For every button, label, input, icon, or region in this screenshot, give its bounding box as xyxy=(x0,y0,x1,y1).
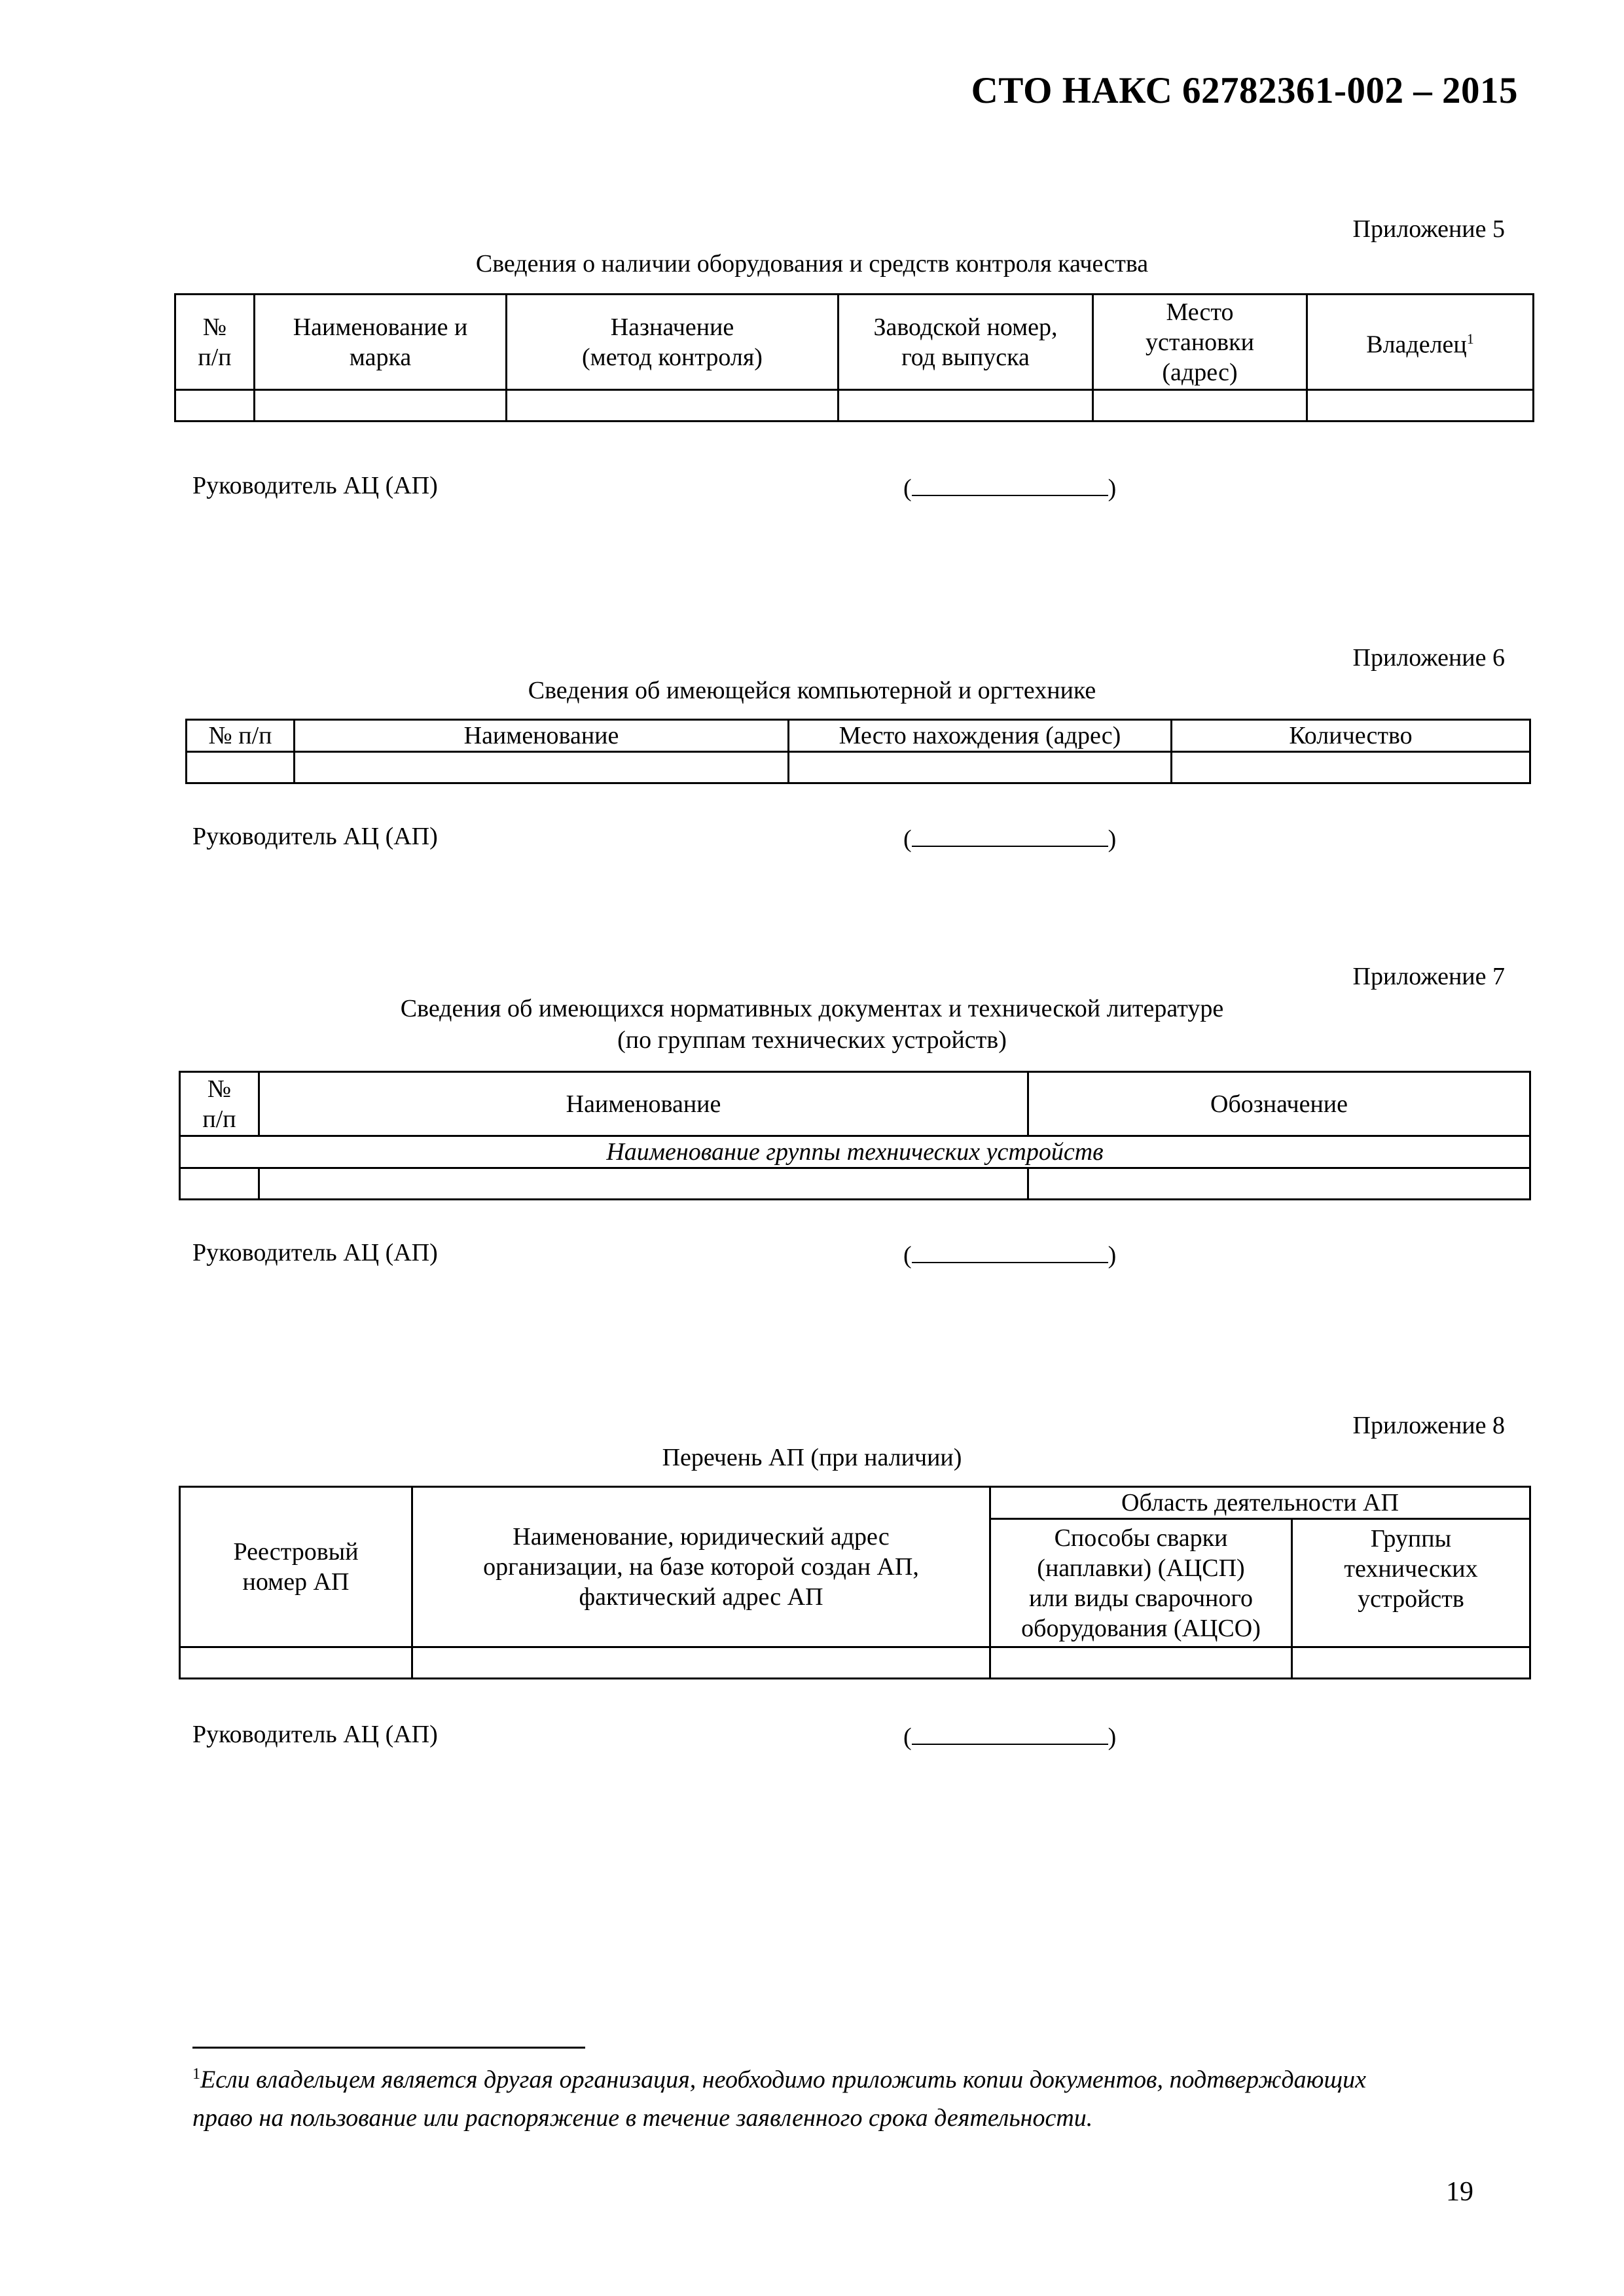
footnote-line2: право на пользование или распоряжение в течение заявленного срока деятельности. xyxy=(192,2104,1093,2132)
signature-field[interactable]: ( ) xyxy=(903,1720,1116,1751)
footnote-marker: 1 xyxy=(192,2066,200,2083)
appendix-7-label: Приложение 7 xyxy=(1352,963,1505,990)
table-cell[interactable] xyxy=(180,1168,259,1200)
table-row xyxy=(175,390,1534,422)
header-cell-location: Место нахождения (адрес) xyxy=(789,720,1172,752)
footnote xyxy=(192,2055,1502,2137)
page-number: 19 xyxy=(1446,2177,1473,2207)
footnote-ref: 1 xyxy=(1466,331,1474,348)
table-cell[interactable] xyxy=(1307,390,1534,422)
signature-label: Руководитель АЦ (АП) xyxy=(192,1721,438,1748)
appendix-5-title: Сведения о наличии оборудования и средств контроля качества xyxy=(475,250,1149,278)
computer-equipment-table xyxy=(185,719,1531,784)
table-header-row xyxy=(187,720,1530,752)
table-row xyxy=(180,1168,1530,1200)
table-cell[interactable] xyxy=(1172,752,1530,783)
normative-documents-table xyxy=(179,1071,1531,1200)
signature-label: Руководитель АЦ (АП) xyxy=(192,1239,438,1266)
header-cell-number: № п/п xyxy=(180,1072,259,1136)
table-cell[interactable] xyxy=(507,390,839,422)
signature-label: Руководитель АЦ (АП) xyxy=(192,823,438,850)
signature-field[interactable]: ( ) xyxy=(903,471,1116,503)
table-cell[interactable] xyxy=(789,752,1172,783)
header-cell-device-groups: Группы технических устройств xyxy=(1292,1519,1530,1647)
signature-field[interactable]: ( ) xyxy=(903,822,1116,853)
table-row xyxy=(180,1647,1530,1679)
footnote-line1: Если владельцем является другая организация, необходимо приложить копии документов, подтверждающих xyxy=(200,2066,1367,2094)
equipment-table xyxy=(174,293,1534,422)
header-cell-serial: Заводской номер, год выпуска xyxy=(839,295,1093,390)
header-cell-number: № п/п xyxy=(175,295,255,390)
header-cell-number: № п/п xyxy=(187,720,295,752)
appendix-6-title: Сведения об имеющейся компьютерной и оргтехнике xyxy=(528,677,1096,704)
header-cell-quantity: Количество xyxy=(1172,720,1530,752)
appendix-8-title: Перечень АП (при наличии) xyxy=(662,1444,962,1471)
document-code: СТО НАКС 62782361-002 – 2015 xyxy=(971,70,1518,111)
header-cell-name: Наименование xyxy=(259,1072,1028,1136)
table-cell[interactable] xyxy=(990,1647,1292,1679)
table-cell[interactable] xyxy=(255,390,507,422)
table-cell[interactable] xyxy=(1093,390,1307,422)
header-cell-location: Место установки (адрес) xyxy=(1093,295,1307,390)
table-cell[interactable] xyxy=(839,390,1093,422)
group-row xyxy=(180,1136,1530,1168)
header-cell-name: Наименование и марка xyxy=(255,295,507,390)
table-header-row xyxy=(180,1072,1530,1136)
table-cell[interactable] xyxy=(180,1647,412,1679)
header-cell-welding-methods: Способы сварки (наплавки) (АЦСП) или виды сварочного оборудования (АЦСО) xyxy=(990,1519,1292,1647)
table-cell[interactable] xyxy=(295,752,789,783)
appendix-8-label: Приложение 8 xyxy=(1352,1412,1505,1439)
signature-label: Руководитель АЦ (АП) xyxy=(192,472,438,499)
signature-field[interactable]: ( ) xyxy=(903,1238,1116,1270)
appendix-7-title-line2: (по группам технических устройств) xyxy=(617,1026,1007,1054)
footnote-separator xyxy=(192,2047,585,2049)
appendix-6-label: Приложение 6 xyxy=(1352,644,1505,672)
ap-list-table xyxy=(179,1486,1531,1679)
table-header-row xyxy=(180,1487,1530,1519)
header-cell-registry-number: Реестровый номер АП xyxy=(180,1487,412,1647)
header-cell-organization: Наименование, юридический адрес организации, на базе которой создан АП, фактический адрес АП xyxy=(412,1487,990,1647)
table-row xyxy=(187,752,1530,783)
table-cell[interactable] xyxy=(175,390,255,422)
header-cell-designation: Обозначение xyxy=(1028,1072,1530,1136)
table-cell[interactable] xyxy=(1292,1647,1530,1679)
header-cell-purpose: Назначение (метод контроля) xyxy=(507,295,839,390)
table-cell[interactable] xyxy=(259,1168,1028,1200)
table-cell[interactable] xyxy=(412,1647,990,1679)
header-cell-name: Наименование xyxy=(295,720,789,752)
table-cell[interactable] xyxy=(1028,1168,1530,1200)
header-cell-owner: Владелец$^1$ xyxy=(1307,295,1534,390)
appendix-7-title-line1: Сведения об имеющихся нормативных документах и технической литературе xyxy=(400,995,1224,1022)
appendix-5-label: Приложение 5 xyxy=(1352,215,1505,243)
table-cell[interactable] xyxy=(187,752,295,783)
table-header-row xyxy=(175,295,1534,390)
group-name-cell: Наименование группы технических устройств xyxy=(180,1136,1530,1168)
header-cell-area: Область деятельности АП xyxy=(990,1487,1530,1519)
